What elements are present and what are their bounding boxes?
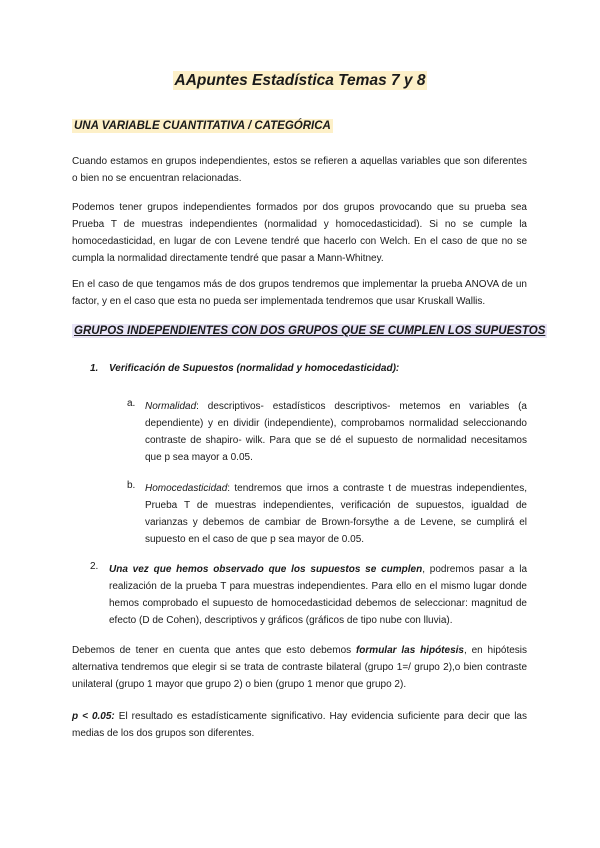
term-normalidad: Normalidad	[145, 401, 197, 412]
list-item-prueba-t: Una vez que hemos observado que los supuestos se cumplen, podremos pasar a la realización de la prueba T para muestras independientes. Para ello en el mismo lugar donde hemos comprobado el supuesto de homocedasticidad debemos de seleccionar: magnitud de efecto (D de Cohen), descriptivos y gráficos (gráficos de tipo nube con lluvia).	[109, 564, 527, 626]
sublist-letter-a: a.	[127, 398, 136, 409]
sublist-letter-b: b.	[127, 480, 136, 491]
emphasis-supuestos-cumplen: Una vez que hemos observado que los supuestos se cumplen	[109, 564, 423, 575]
paragraph-grupos-independientes: Cuando estamos en grupos independientes, estos se refieren a aquellas variables que son diferentes o bien no se encuentran relacionadas.	[72, 156, 527, 184]
list-number-1: 1.	[90, 363, 99, 374]
page-title: AApuntes Estadística Temas 7 y 8	[174, 72, 426, 89]
p-value-label: p < 0.05:	[72, 711, 115, 722]
paragraph-hipotesis: Debemos de tener en cuenta que antes que esto debemos formular las hipótesis, en hipótesis alternativa tendremos que elegir si se trata de contraste bilateral (grupo 1=/ grupo 2),o bien contraste unilateral (grupo 1 mayor que grupo 2) o bien (grupo 1 menor que grupo 2).	[72, 645, 527, 690]
section-heading-cuantitativa: UNA VARIABLE CUANTITATIVA / CATEGÓRICA	[74, 120, 331, 132]
list-number-2: 2.	[90, 561, 99, 572]
section-heading-grupos-independientes: GRUPOS INDEPENDIENTES CON DOS GRUPOS QUE SE CUMPLEN LOS SUPUESTOS	[74, 325, 546, 337]
sublist-item-homocedasticidad: Homocedasticidad: tendremos que irnos a contraste t de muestras independientes, Prueba T de muestras independientes, verificación de supuestos, igualdad de varianzas y debemos de cambiar de Brown-forsythe a de Levene, se cumplirá el supuesto en el caso de que p sea mayor de 0.05.	[145, 483, 527, 545]
emphasis-formular-hipotesis: formular las hipótesis	[355, 645, 464, 656]
paragraph-dos-grupos: Podemos tener grupos independientes formados por dos grupos provocando que su prueba sea Prueba T de muestras independientes (normalidad y homocedasticidad). Si no se cumple la homocedasticidad, en lugar de con Levene tendré que hacerlo con Welch. En el caso de que no se cumpla la normalidad directamente tendré que pasar a Mann-Whitney.	[72, 202, 527, 264]
list-item-verificacion: Verificación de Supuestos (normalidad y homocedasticidad):	[109, 363, 400, 374]
paragraph-mas-de-dos-grupos: En el caso de que tengamos más de dos grupos tendremos que implementar la prueba ANOVA de un factor, y en el caso que esta no pueda ser implementada tendremos que usar Kruskall Wallis.	[72, 279, 527, 307]
term-homocedasticidad: Homocedasticidad	[145, 483, 228, 494]
sublist-item-normalidad: Normalidad: descriptivos- estadísticos descriptivos- metemos en variables (a dependiente) y en dividir (independiente), comprobamos normalidad seleccionando contraste de shapiro- wilk. Para que se dé el supuesto de normalidad necesitamos que p sea mayor a 0.05.	[145, 401, 527, 463]
paragraph-p-valor: p < 0.05: El resultado es estadísticamente significativo. Hay evidencia suficiente para decir que las medias de los dos grupos son diferentes.	[72, 711, 527, 739]
